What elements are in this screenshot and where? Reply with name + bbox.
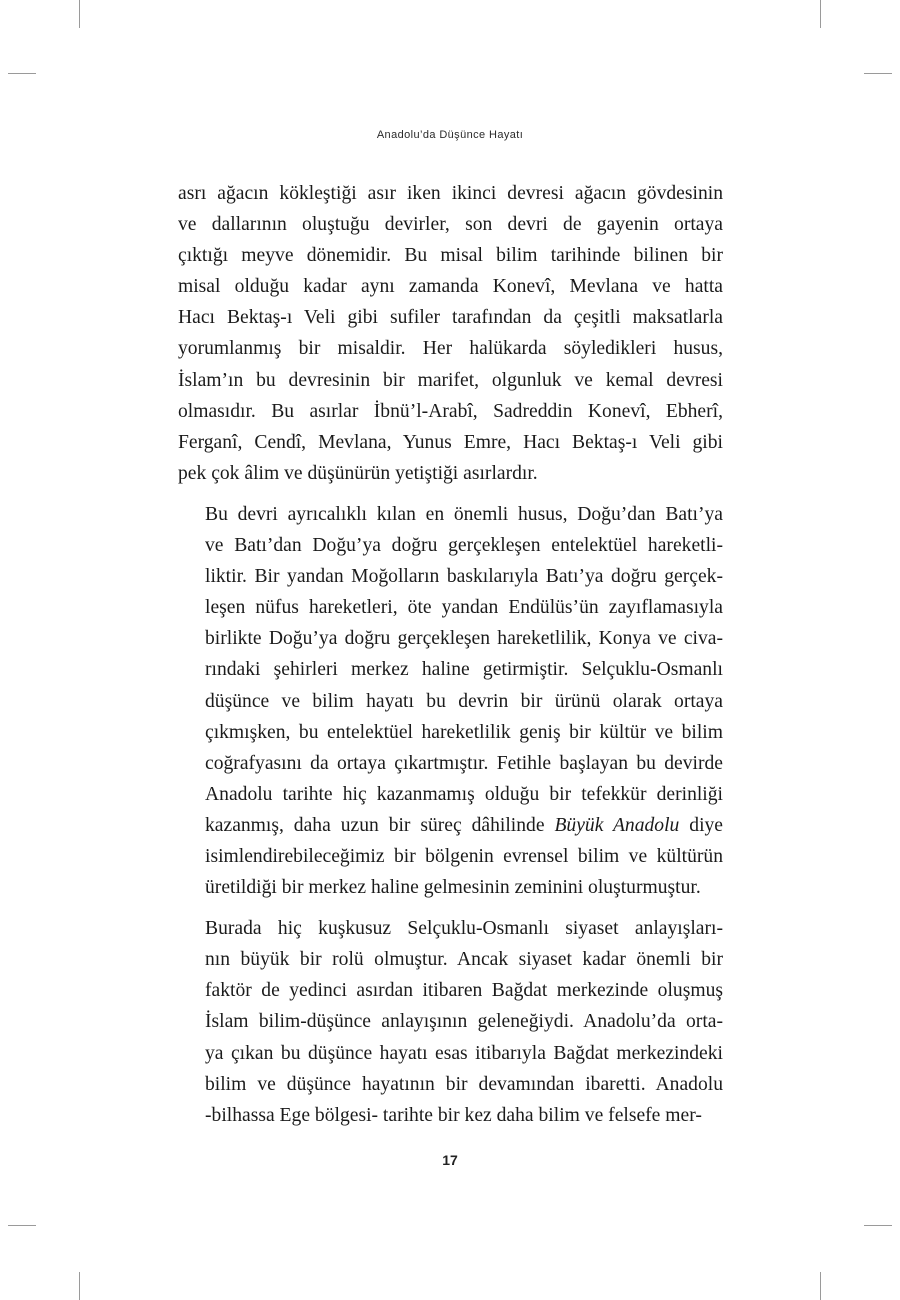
text-line: Hacı Bektaş-ı Veli gibi sufiler tarafından da çeşitli maksatlarla — [178, 307, 723, 329]
text-line: kazanmış, daha uzun bir süreç dâhilinde Büyük Anadolu diye — [205, 814, 724, 836]
text-line: nın büyük bir rolü olmuştur. Ancak siyaset kadar önemli bir — [205, 949, 723, 971]
text-line: çıktığı meyve dönemidir. Bu misal bilim tarihinde bilinen bir — [178, 245, 723, 267]
text-line: Anadolu tarihte hiç kazanmamış olduğu bir tefekkür derinliği — [205, 783, 723, 805]
crop-mark-top-right-horizontal — [864, 73, 892, 74]
text-line: pek çok âlim ve düşünürün yetiştiği asırlardır. — [178, 462, 538, 484]
text-line: rındaki şehirleri merkez haline getirmiştir. Selçuklu-Osmanlı — [205, 659, 723, 681]
paragraph — [178, 499, 723, 903]
text-line: -bilhassa Ege bölgesi- tarihte bir kez daha bilim ve felsefe mer- — [205, 1104, 702, 1126]
crop-mark-bottom-left-horizontal — [8, 1225, 36, 1226]
crop-mark-bottom-right-horizontal — [864, 1225, 892, 1226]
paragraph — [178, 178, 723, 489]
text-line: Bu devri ayrıcalıklı kılan en önemli husus, Doğu’dan Batı’ya — [205, 503, 723, 525]
crop-mark-bottom-right-vertical — [820, 1272, 821, 1300]
crop-mark-top-right-vertical — [820, 0, 821, 28]
crop-mark-top-left-horizontal — [8, 73, 36, 74]
text-line: İslam’ın bu devresinin bir marifet, olgunluk ve kemal devresi — [178, 369, 723, 391]
text-line: bilim ve düşünce hayatının bir devamından ibaretti. Anadolu — [205, 1073, 723, 1095]
text-line: yorumlanmış bir misaldir. Her halükarda söyledikleri husus, — [178, 338, 723, 360]
text-line: İslam bilim-düşünce anlayışının geleneğiydi. Anadolu’da orta- — [205, 1011, 723, 1033]
crop-mark-bottom-left-vertical — [79, 1272, 80, 1300]
body-text — [178, 178, 723, 1141]
text-line: asrı ağacın kökleştiği asır iken ikinci devresi ağacın gövdesinin — [178, 183, 723, 204]
text-line: faktör de yedinci asırdan itibaren Bağdat merkezinde oluşmuş — [205, 980, 723, 1002]
page-number: 17 — [442, 1152, 458, 1168]
text-line: ve dallarının oluştuğu devirler, son devri de gayenin ortaya — [178, 214, 723, 236]
text-line: birlikte Doğu’ya doğru gerçekleşen hareketlilik, Konya ve civa- — [205, 628, 723, 650]
text-line: misal olduğu kadar aynı zamanda Konevî, Mevlana ve hatta — [178, 276, 723, 298]
text-line: leşen nüfus hareketleri, öte yandan Endülüs’ün zayıflamasıyla — [205, 597, 723, 619]
text-line: ve Batı’dan Doğu’ya doğru gerçekleşen entelektüel hareketli- — [205, 535, 723, 557]
text-line: olmasıdır. Bu asırlar İbnü’l-Arabî, Sadreddin Konevî, Ebherî, — [178, 400, 723, 422]
text-line: üretildiği bir merkez haline gelmesinin zeminini oluşturmuştur. — [205, 877, 701, 899]
text-line: coğrafyasını da ortaya çıkartmıştır. Fetihle başlayan bu devirde — [205, 752, 723, 774]
running-head: Anadolu’da Düşünce Hayatı — [376, 129, 524, 141]
text-line: Burada hiç kuşkusuz Selçuklu-Osmanlı siyaset anlayışları- — [205, 918, 723, 940]
italic-text: Büyük Anadolu — [554, 814, 680, 836]
crop-mark-top-left-vertical — [79, 0, 80, 28]
text-line: çıkmışken, bu entelektüel hareketlilik geniş bir kültür ve bilim — [205, 721, 723, 743]
text-line: liktir. Bir yandan Moğolların baskılarıyla Batı’ya doğru gerçek- — [205, 566, 723, 588]
paragraph — [178, 913, 723, 1131]
text-line: düşünce ve bilim hayatı bu devrin bir ürünü olarak ortaya — [205, 690, 723, 712]
text-line: isimlendirebileceğimiz bir bölgenin evrensel bilim ve kültürün — [205, 845, 723, 867]
text-line: Ferganî, Cendî, Mevlana, Yunus Emre, Hacı Bektaş-ı Veli gibi — [178, 431, 723, 453]
text-line: ya çıkan bu düşünce hayatı esas itibarıyla Bağdat merkezindeki — [205, 1042, 723, 1064]
